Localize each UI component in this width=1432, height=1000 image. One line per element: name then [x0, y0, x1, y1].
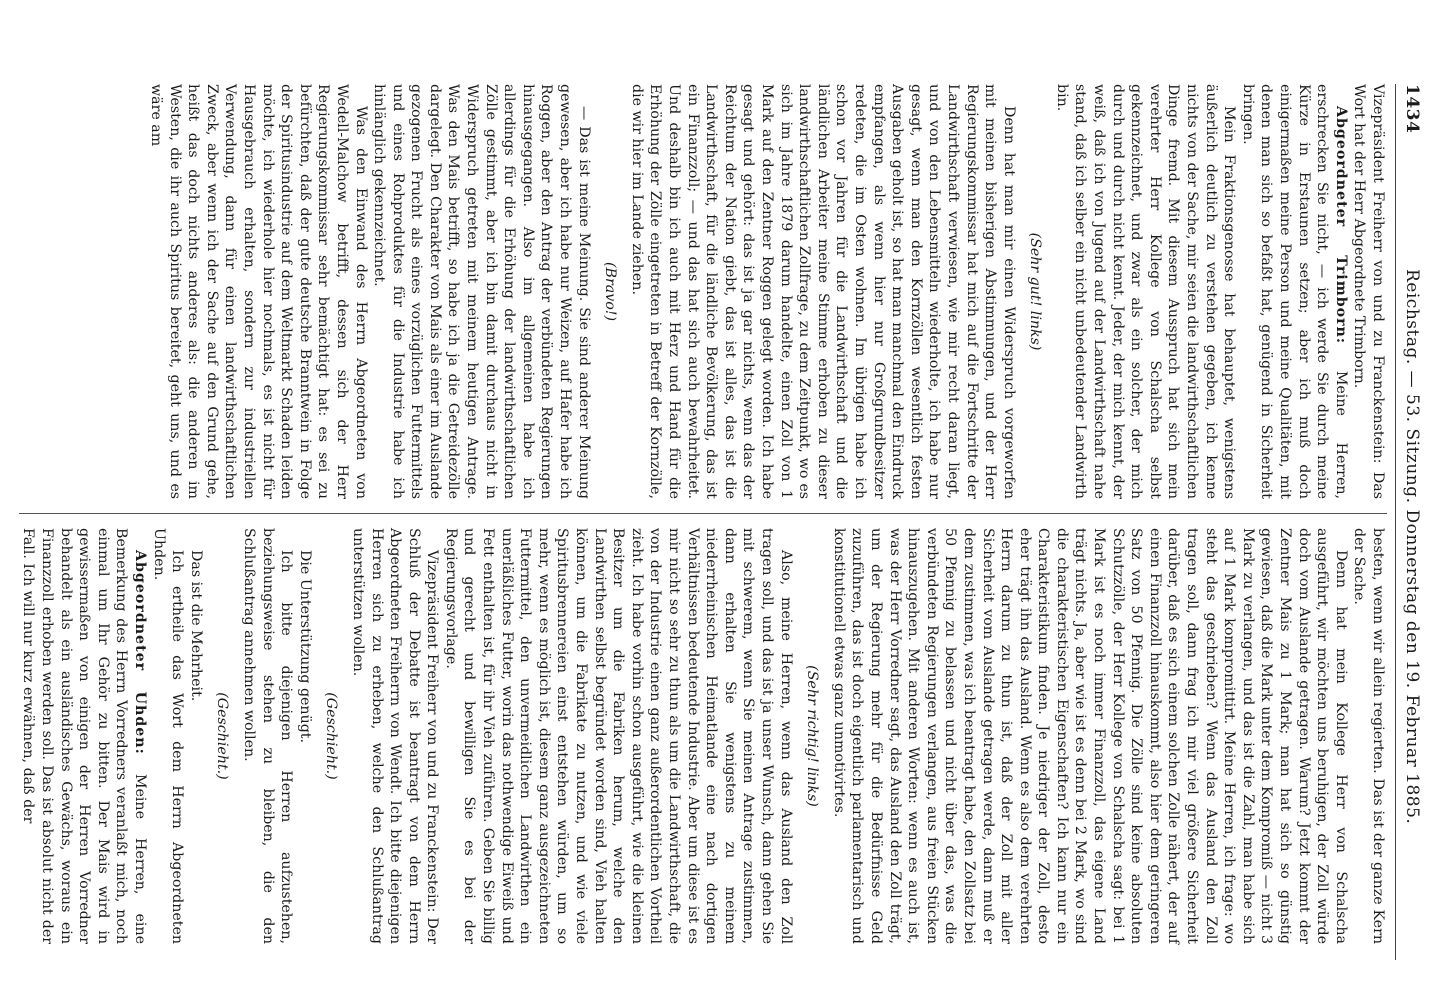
- paragraph: Denn hat man mir einen Widerspruch vorgeworfen mit meinen bisherigen Abstimmungen, und der Herr Regierungskommissar hat mich auf die Fortschritte der Landwirthschaft verwiesen, wie mir recht daran liegt, und von den Lebensmitteln wiederholte, ich habe nur gesagt, wenn man den Kornzöllen wesentlich festen Ausgaben geholt ist, so hat man manchmal den Eindruck empfangen, als wenn hier nur Großgrundbesitzer redeten, die im Osten wohnen. Im übrigen habe ich schon vor Jahren für die Landwirthschaft und die ländlichen Arbeiter meine Stimme erhoben zu dieser landwirthschaftlichen Zollfrage, zu dem Zeitpunkt, wo es sich im Jahre 1879 darum handelte, einen Zoll von 1 Mark auf den Zentner Roggen gelegt worden. Ich habe gesagt und gehört: das ist ja gar nichts, wenn das der Reichtum der Nation giebt, das ist alles, das ist die Landwirthschaft, für die ländliche Bevölkerung, das ist ein Finanzzoll; — und das hat sich auch bewahrheitet. Und deshalb bin ich auch mit Herz und Hand für die Erhöhung der Zölle eingetreten in Betreff der Kornzölle, die wir hier im Lande ziehen.: [628, 84, 1017, 499]
- paragraph: Die Unterstützung genügt.: [296, 550, 313, 743]
- paragraph: Denn hat mein Kollege Herr von Schalscha ausgeführt, wir möchten uns beruhigen, der Zoll würde doch vom Auslande getragen. Warum? Jetzt kommt der Zentner Mais zu 1 Mark; man hat sich so günstig gewiesen, daß die Mark unter dem Kompromiß — nicht 3 Mark zu verlangen, und das ist die Zahl, man habe sich auf 1 Mark kompromittirt. Meine Herren, ich frage: wo steht das geschrieben? Wenn das Ausland den Zoll tragen soll, dann frag ich mir viel größere Sicherheit darüber, daß es sich einem solchen Zolle nähert, der auf einen Finanzzoll hinauskommt, also hier dem geringeren Satz von 50 Pfennig. Die Zölle sind keine absoluten Schutzzölle, der Herr Kollege von Schalscha sagt: bei 1 Mark ist es noch immer Finanzzoll, das eigene Land trägt nichts. Ja, aber wie ist es denn bei 2 Mark, wo sind die charakteristischen Eigenschaften? Ich kann nur ein Charakteristikum finden. Je niedriger der Zoll, desto eher trägt ihn das Ausland. Wenn es also dem verehrten Herrn darum zu thun ist, daß der Zoll mit aller Sicherheit vom Auslande getragen werde, dann muß er dem zustimmen, was ich beantragt habe, den Zollsatz bei 50 Pfennig zu belassen und nicht über das, was die verbündeten Regierungen verlangen, aus freien Stücken hinauszugehen. Mit anderen Worten: wenn es auch ist, was der Herr Vorredner sagt, das Ausland den Zoll trägt, um der Regierung mehr für die Bedürfnisse Geld zuzuführen, das ist doch eigentlich parlamentarisch und konstitutionell etwas ganz unmotivirtes.: [830, 528, 1349, 944]
- speaker-name: Abgeordneter Trimborn:: [1332, 106, 1349, 345]
- paragraph: Vizepräsident Freiherr von und zu Franckenstein: Der Schluß der Debatte ist beantragt von dem Herrn Abgeordneten Freiherrn von Wendt. Ich bitte diejenigen Herren sich zu erheben, welche den Schlußantrag unterstützen wollen.: [349, 528, 441, 944]
- stage-direction: (Geschieht.): [214, 692, 231, 780]
- stage-direction: (Sehr gut! links): [1027, 232, 1044, 351]
- paragraph: Ich bitte diejenigen Herren aufzustehen, beziehungsweise stehen zu bleiben, die den Schlußantrag annehmen wollen.: [240, 528, 295, 944]
- paragraph: Vizepräsident Freiherr von und zu Franckenstein: Das Wort hat der Herr Abgeordnete Trimborn.: [1351, 84, 1386, 499]
- speech-text: Meine Herren, eine Bemerkung des Herrn Vorredners veranlaßt mich, noch einmal um Ihr Gehör zu bitten. Der Mais wird in gewissermaßen von einigen der Herren Vorredner behandelt als ein ausländisches Gewächs, woraus ein Finanzzoll erhoben werden soll. Das ist absolut nicht der Fall. Ich will nur kurz erwähnen, daß der: [20, 528, 148, 945]
- paragraph: Ich ertheile das Wort dem Herrn Abgeordneten Uhden.: [150, 528, 186, 944]
- paragraph: Was den Einwand des Herrn Abgeordneten von Wedell-Malchow betrifft, dessen sich der Herr Regierungskommissar sehr bemächtigt hat: es sei zu befürchten, daß der gute deutsche Branntwein in Folge der Spiritusindustrie auf dem Weltmarkt Schaden leiden möchte, ich wiederhole hier nochmals, es ist nicht für Hausgebrauch erhalten, sondern zur industriellen Verwendung, dann für einen landwirthschaftlichen Zweck, aber wenn ich der Sache auf den Grund gehe, heißt das doch nichts anderes als: die anderen im Westen, die ihr auch Spiritus bereitet, geht uns, und es wäre am: [148, 84, 369, 499]
- stage-direction: (Geschieht.): [323, 692, 340, 780]
- running-title: Reichstag. — 53. Sitzung. Donnerstag den 19. Februar 1885.: [1402, 269, 1422, 825]
- left-column: [19, 84, 1387, 514]
- page-number: 1434: [1402, 84, 1422, 134]
- paragraph: Mein Fraktionsgenosse hat behauptet, wenigstens äußerlich deutlich zu verstehen gegeben, ich kenne nichts von der Sache, mir seien die landwirthschaftlichen Dinge fremd. Mit diesem Ausspruch hat sich mein verehrter Herr Kollege von Schalscha selbst gekennzeichnet, und zwar als ein solcher, der mich durch und durch nicht kennt. Jeder, der mich kennt, der weiß, daß ich von Jugend auf der Landwirthschaft nahe stand, daß ich selber ein nicht unbedeutender Landwirth bin.: [1053, 84, 1238, 499]
- stage-direction: (Bravo!): [602, 262, 619, 321]
- paragraph: — Das ist meine Meinung. Sie sind anderer Meinung gewesen, aber ich habe nur Weizen, auf Hafer habe ich Roggen, aber den Antrag der verbündeten Regierungen hinausgegangen. Also im allgemeinen habe ich allerdings für die Erhöhung der landwirthschaftlichen Zölle gestimmt, aber ich bin damit durchaus nicht in Widerspruch getreten mit meinem heutigen Antrage. Was den Mais betrifft, so habe ich ja die Getreidezölle dargelegt. Den Charakter von Mais als einer im Auslande gezogenen Frucht als eines vorzüglichen Futtermittels und eines Rohproduktes für die Industrie habe ich hinlänglich gekennzeichnet.: [371, 84, 592, 499]
- paragraph: Das ist die Mehrheit.: [187, 550, 204, 702]
- right-column: [19, 514, 1387, 944]
- paragraph: [19, 528, 149, 944]
- speaker-name: Abgeordneter Uhden:: [132, 550, 148, 755]
- speech-text: Meine Herren, erschrecken Sie nicht, — ich werde Sie durch meine Kürze in Erstaunen setzen; aber ich muß doch einigermaßen meine Person und meine Qualitäten, mit denen man sich so befaßt hat, genügend in Sicherheit bringen.: [1239, 84, 1349, 499]
- paragraph: besten, wenn wir allein regierten. Das ist der ganze Kern der Sache.: [1351, 528, 1386, 944]
- paragraph: [1238, 84, 1350, 499]
- stage-direction: (Sehr richtig! links): [804, 665, 821, 807]
- scanned-page: [0, 40, 1432, 1000]
- text-columns: [19, 84, 1387, 960]
- page-header: [1395, 84, 1422, 960]
- paragraph: Also, meine Herren, wenn das Ausland den Zoll tragen soll, und das ist ja unser Wunsch, dann gehen Sie mit schwerem, wenn Sie meinen Antrage zustimmen, dann erhalten Sie wenigstens zu meinem niederrheinischen Heimatlande eine nach dortigen Verhältnissen bedeutende Industrie. Aber um diese ist es mir nicht so sehr zu thun als um die Landwirthschaft, die von der Industrie einen ganz außerordentlichen Vortheil zieht. Ich habe vorhin schon ausgeführt, wie die kleinen Besitzer um die Fabriken herum, welche den Landwirthen selbst begründet worden sind, Vieh halten können, um die Fabrikate zu nutzen, und wie viele Spiritusbrennereien einst entstehen würden, um so mehr, wenn es möglich ist, diesem ganz ausgezeichneten Futtermittel, den unvermeidlichen Landwirthen ein unerläßliches Futter, worin das nothwendige Eiweiß und Fett enthalten ist, für ihr Vieh zuführen. Geben Sie billig und gerecht und bewilligen Sie es bei der Regierungsvorlage.: [442, 528, 794, 944]
